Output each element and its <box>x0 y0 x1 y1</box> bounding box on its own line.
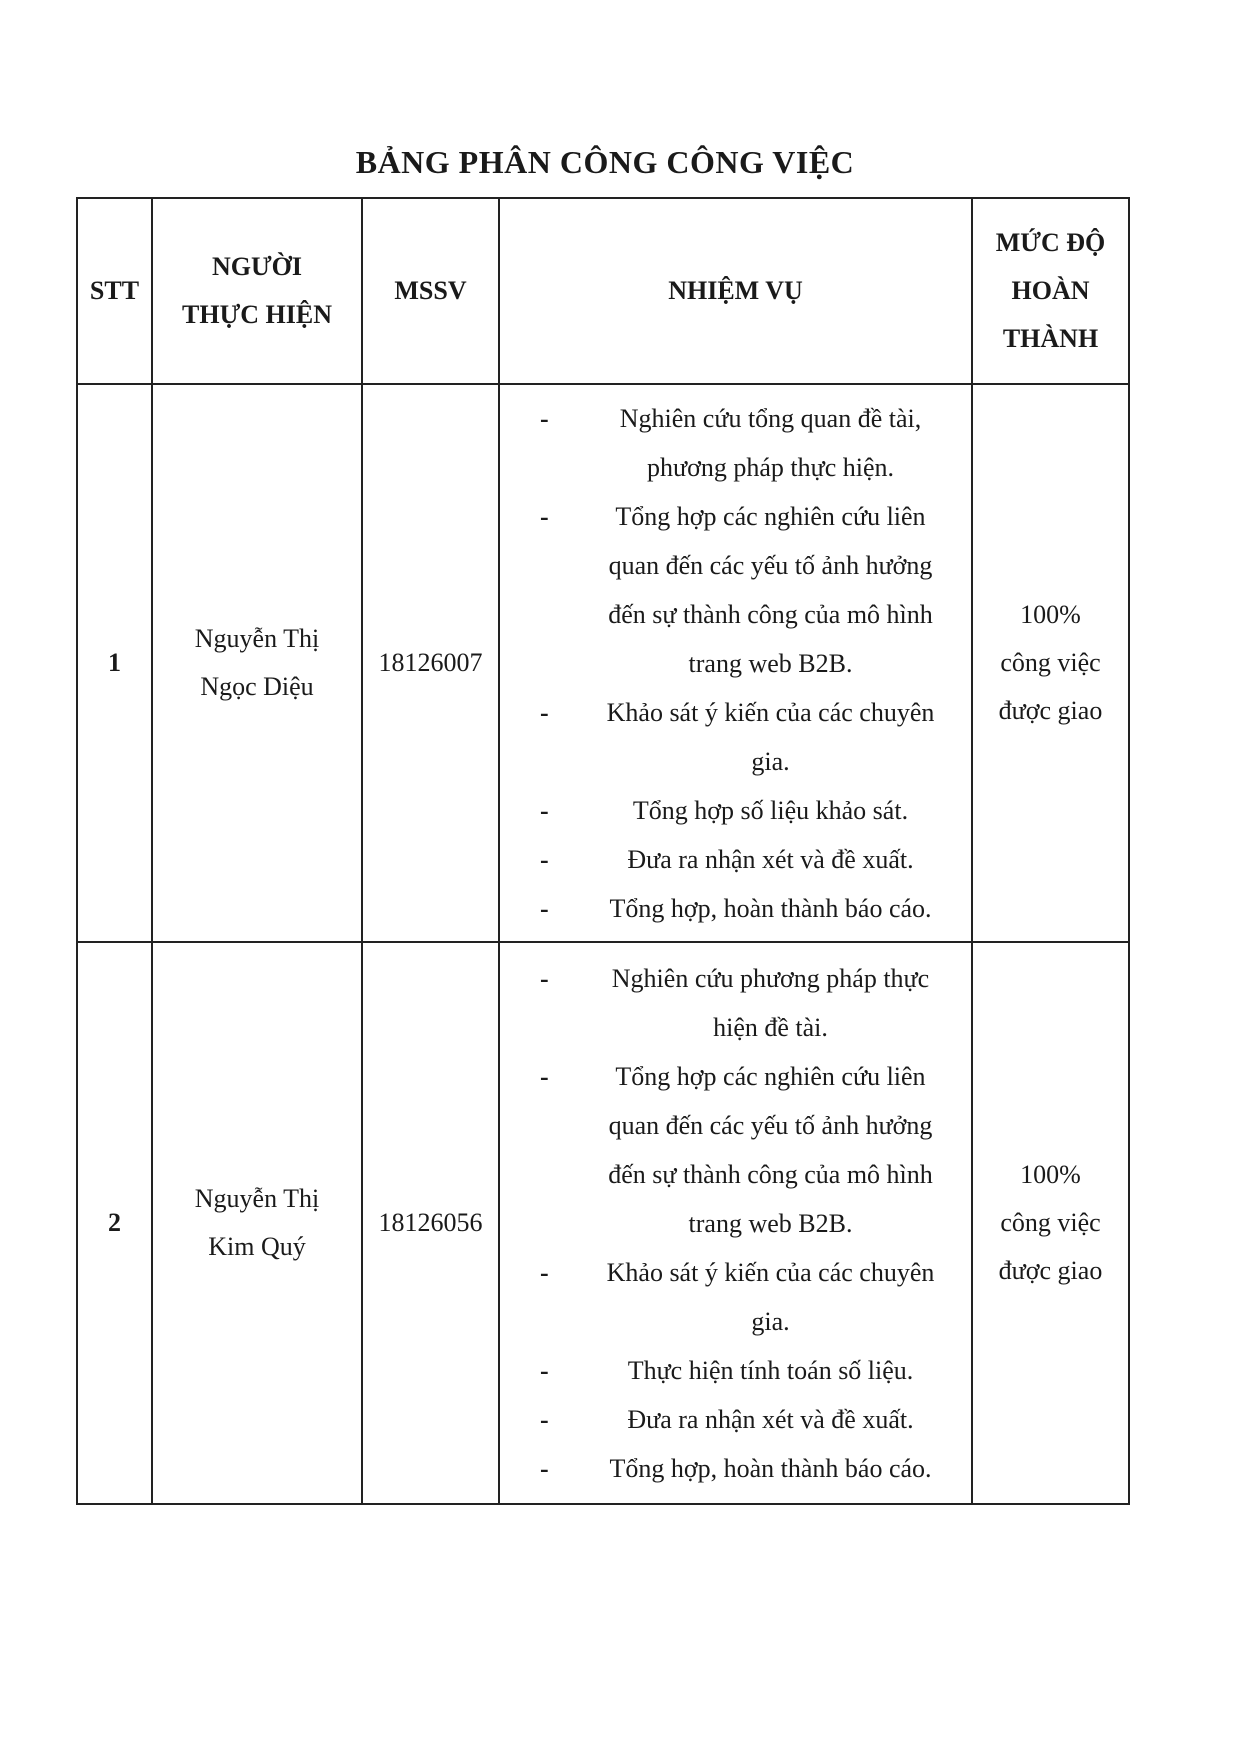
task-text: Tổng hợp, hoàn thành báo cáo. <box>609 1453 932 1483</box>
task-item <box>540 688 951 786</box>
page-title: BẢNG PHÂN CÔNG CÔNG VIỆC <box>355 144 855 180</box>
row-tasks <box>499 942 972 1504</box>
task-text: Đưa ra nhận xét và đề xuất. <box>627 1404 914 1434</box>
row-person <box>152 942 362 1504</box>
table-row <box>77 942 1129 1504</box>
table-row <box>77 384 1129 942</box>
dash-bullet: - <box>540 697 549 727</box>
header-task: NHIỆM VỤ <box>499 198 972 384</box>
header-person-line1: NGƯỜI <box>211 252 303 281</box>
header-level-line2: HOÀN <box>1011 276 1090 305</box>
assignment-table <box>76 197 1130 1505</box>
task-item <box>540 394 951 492</box>
header-level-line3: THÀNH <box>1002 324 1099 353</box>
task-text: Tổng hợp các nghiên cứu liên quan đến các yếu tố ảnh hưởng đến sự thành công của mô hình trang web B2B. <box>608 1061 933 1238</box>
row-stt: 2 <box>77 942 152 1504</box>
task-item <box>540 1444 951 1493</box>
dash-bullet: - <box>540 1355 549 1385</box>
task-item <box>540 492 951 688</box>
row-tasks <box>499 384 972 942</box>
dash-bullet: - <box>540 1453 549 1483</box>
dash-bullet: - <box>540 1257 549 1287</box>
task-text: Thực hiện tính toán số liệu. <box>627 1355 914 1385</box>
task-item <box>540 954 951 1052</box>
person-name-line2: Kim Quý <box>208 1232 306 1261</box>
header-row <box>77 198 1129 384</box>
dash-bullet: - <box>540 844 549 874</box>
completion-line3: được giao <box>998 1256 1103 1285</box>
task-text: Đưa ra nhận xét và đề xuất. <box>627 844 914 874</box>
row-person <box>152 384 362 942</box>
completion-line1: 100% <box>1020 1160 1081 1189</box>
row-stt: 1 <box>77 384 152 942</box>
dash-bullet: - <box>540 963 549 993</box>
dash-bullet: - <box>540 795 549 825</box>
task-text: Nghiên cứu phương pháp thực hiện đề tài. <box>611 963 930 1042</box>
header-person-line2: THỰC HIỆN <box>182 300 332 329</box>
task-text: Tổng hợp số liệu khảo sát. <box>632 795 909 825</box>
task-list <box>500 954 971 1493</box>
task-item <box>540 884 951 933</box>
task-text: Tổng hợp, hoàn thành báo cáo. <box>609 893 932 923</box>
header-mssv: MSSV <box>362 198 499 384</box>
dash-bullet: - <box>540 403 549 433</box>
row-mssv: 18126007 <box>362 384 499 942</box>
person-name-line1: Nguyễn Thị <box>194 1184 320 1213</box>
dash-bullet: - <box>540 501 549 531</box>
header-level-line1: MỨC ĐỘ <box>995 228 1106 257</box>
completion-line1: 100% <box>1020 600 1081 629</box>
task-text: Khảo sát ý kiến của các chuyên gia. <box>606 697 935 776</box>
task-text: Nghiên cứu tổng quan đề tài, phương pháp thực hiện. <box>619 403 922 482</box>
task-item <box>540 1248 951 1346</box>
task-text: Tổng hợp các nghiên cứu liên quan đến các yếu tố ảnh hưởng đến sự thành công của mô hình trang web B2B. <box>608 501 933 678</box>
dash-bullet: - <box>540 893 549 923</box>
task-item <box>540 1052 951 1248</box>
header-person <box>152 198 362 384</box>
completion-line3: được giao <box>998 696 1103 725</box>
header-level <box>972 198 1129 384</box>
header-stt: STT <box>77 198 152 384</box>
person-name-line2: Ngọc Diệu <box>200 672 314 701</box>
dash-bullet: - <box>540 1061 549 1091</box>
person-name-line1: Nguyễn Thị <box>194 624 320 653</box>
row-completion <box>972 942 1129 1504</box>
task-text: Khảo sát ý kiến của các chuyên gia. <box>606 1257 935 1336</box>
task-item <box>540 1395 951 1444</box>
completion-line2: công việc <box>1000 648 1101 677</box>
task-item <box>540 786 951 835</box>
completion-line2: công việc <box>1000 1208 1101 1237</box>
dash-bullet: - <box>540 1404 549 1434</box>
row-completion <box>972 384 1129 942</box>
row-mssv: 18126056 <box>362 942 499 1504</box>
task-item <box>540 1346 951 1395</box>
task-item <box>540 835 951 884</box>
task-list <box>500 394 971 933</box>
